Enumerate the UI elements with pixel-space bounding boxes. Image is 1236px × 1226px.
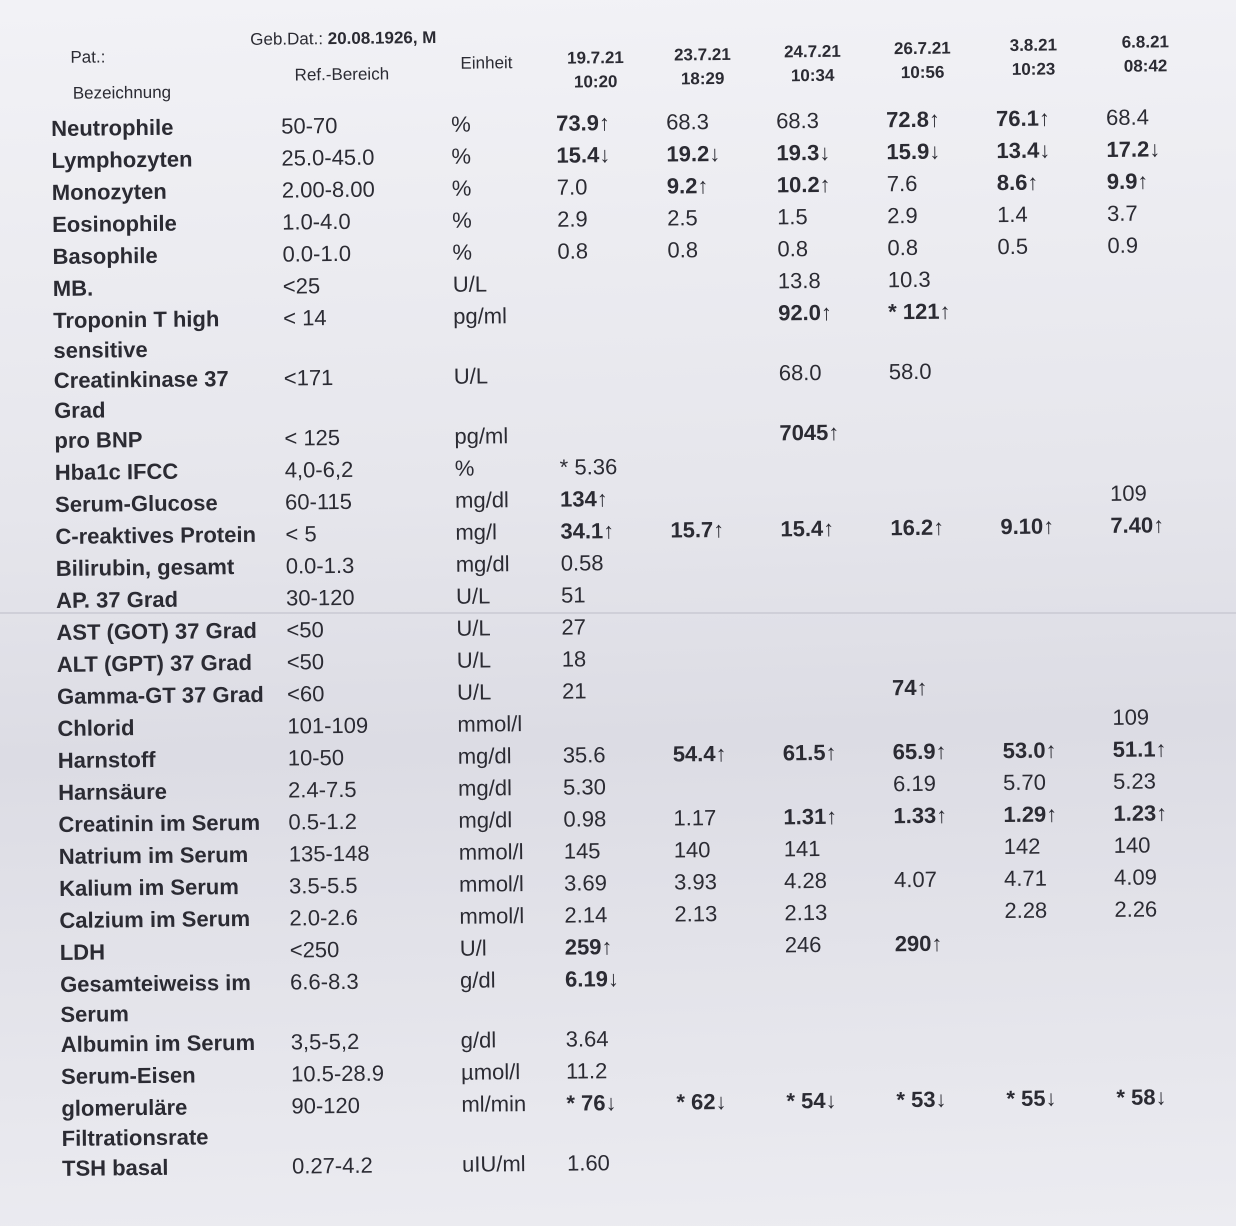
result-value (783, 769, 893, 770)
reference-range: 10.5-28.9 (290, 1060, 385, 1087)
result-value: 51 (560, 582, 586, 608)
result-value: 4.07 (893, 866, 938, 893)
result-value (1109, 414, 1219, 415)
result-value (1001, 575, 1111, 576)
test-name: Serum-Glucose (54, 490, 218, 517)
result-value: 2.9 (557, 206, 588, 232)
result-value: 3.69 (563, 870, 608, 896)
result-value: * 76↓ (566, 1090, 617, 1116)
result-value: 2.9 (886, 202, 918, 229)
time-value: 10:20 (573, 72, 618, 92)
result-value: 27 (561, 614, 587, 640)
result-value (781, 577, 891, 578)
unit: mg/dl (454, 487, 509, 513)
result-value: * 55↓ (1006, 1085, 1057, 1112)
unit: mg/dl (455, 551, 510, 577)
reference-range: 2.0-2.6 (289, 904, 359, 931)
result-value: 2.5 (666, 205, 698, 231)
result-value: 5.70 (1002, 769, 1047, 796)
result-value (1002, 639, 1112, 640)
time-value: 10:34 (790, 65, 835, 86)
result-value: 11.2 (565, 1058, 608, 1084)
result-value (785, 961, 895, 962)
test-name: C-reaktives Protein (55, 521, 257, 549)
unit: µmol/l (460, 1059, 521, 1085)
result-value (889, 416, 999, 417)
test-name: AP. 37 Grad (55, 586, 179, 613)
result-value: 53.0↑ (1002, 737, 1057, 764)
result-value (672, 642, 782, 643)
reference-range: 0.5-1.2 (288, 808, 358, 835)
lab-results-sheet (50, 6, 1232, 1186)
unit: mg/dl (457, 743, 512, 769)
result-value: 2.13 (674, 901, 718, 927)
result-value: * 54↓ (786, 1087, 837, 1114)
result-value (890, 448, 1000, 449)
result-value (675, 962, 785, 963)
result-value: 9.10↑ (1000, 513, 1055, 540)
test-name: Troponin T high sensitive (53, 306, 220, 363)
test-name: Serum-Eisen (60, 1062, 196, 1089)
reference-range: 2.4-7.5 (287, 776, 357, 803)
result-value (1115, 958, 1225, 959)
result-value (999, 415, 1109, 416)
result-value: 68.3 (775, 107, 820, 134)
result-value: 134↑ (559, 486, 608, 512)
report-header (50, 6, 1221, 114)
date-header (662, 43, 742, 92)
result-value (1000, 447, 1110, 448)
result-value (1005, 927, 1115, 928)
test-name: Kalium im Serum (58, 874, 239, 901)
result-value: 9.9↑ (1106, 168, 1149, 194)
result-value: * 121↑ (887, 298, 951, 325)
test-name: LDH (59, 939, 106, 965)
result-value (1111, 542, 1221, 543)
test-name: Harnstoff (57, 746, 156, 773)
result-value (676, 1022, 786, 1023)
result-value: 0.8 (667, 237, 699, 263)
reference-range: <60 (286, 681, 325, 707)
reference-range: 3,5-5,2 (290, 1028, 360, 1055)
test-name: Creatinin im Serum (58, 809, 261, 837)
result-value (896, 1020, 1006, 1021)
result-value (895, 960, 1005, 961)
test-name: Bilirubin, gesamt (55, 554, 235, 581)
result-value (780, 449, 890, 450)
birth-date-value: 20.08.1926, M (327, 27, 437, 49)
result-value: 58.0 (888, 358, 932, 385)
test-name: Gesamteiweiss im Serum (59, 969, 252, 1027)
result-value: 4.28 (783, 867, 828, 894)
result-value: 15.7↑ (670, 516, 725, 543)
result-value: 4.09 (1113, 864, 1158, 890)
result-value (786, 1053, 896, 1054)
result-value (562, 708, 672, 709)
result-value: 259↑ (564, 934, 613, 960)
result-value: 0.5 (997, 233, 1029, 260)
result-value (891, 608, 1001, 609)
unit: ml/min (461, 1091, 527, 1117)
column-header-name: Bezeichnung (72, 82, 172, 103)
reference-range: 135-148 (288, 840, 370, 867)
result-value: 7.0 (556, 174, 588, 200)
test-name: Creatinkinase 37 Grad (53, 366, 229, 423)
result-value: 21 (561, 678, 587, 704)
result-value (559, 420, 669, 421)
test-name: Calzium im Serum (59, 905, 251, 933)
unit: mmol/l (457, 711, 523, 737)
result-value: 246 (784, 931, 822, 958)
birth-date-label: Geb.Dat.: (250, 29, 328, 49)
result-value (671, 610, 781, 611)
result-value: 290↑ (894, 930, 943, 957)
result-value (1108, 294, 1218, 295)
reference-range: 3.5-5.5 (288, 872, 358, 899)
result-value (668, 266, 778, 267)
result-value (1007, 1143, 1117, 1144)
unit: pg/ml (454, 423, 509, 449)
result-value: 54.4↑ (672, 740, 727, 767)
result-value (672, 706, 782, 707)
reference-range: 10-50 (287, 744, 345, 771)
result-value: 1.33↑ (893, 802, 948, 829)
result-value (558, 300, 668, 301)
reference-range: 60-115 (284, 488, 353, 515)
result-value: 8.6↑ (996, 169, 1039, 196)
result-value (670, 450, 780, 451)
result-value: 140 (1113, 832, 1151, 858)
test-name: AST (GOT) 37 Grad (56, 617, 258, 645)
time-value: 10:56 (900, 62, 945, 83)
result-value: 10.2↑ (776, 171, 831, 198)
result-value: 2.13 (784, 899, 828, 926)
column-header-ref: Ref.-Bereich (294, 64, 390, 85)
result-value: 68.3 (665, 109, 710, 135)
unit: % (452, 239, 473, 265)
result-value (1000, 479, 1110, 480)
result-value: 65.9↑ (892, 738, 947, 765)
result-value: 142 (1003, 833, 1041, 860)
date-value: 24.7.21 (783, 41, 841, 62)
result-value (1110, 446, 1220, 447)
result-value (780, 481, 890, 482)
result-value: 7045↑ (779, 419, 840, 446)
result-value (1002, 703, 1112, 704)
reference-range: < 5 (285, 521, 317, 547)
result-value (1115, 926, 1225, 927)
test-name: Albumin im Serum (60, 1029, 256, 1057)
result-value: 0.8 (777, 236, 809, 262)
result-value: 61.5↑ (782, 739, 837, 766)
result-value (1112, 638, 1222, 639)
result-value: 19.3↓ (776, 139, 831, 166)
result-value: 6.19 (892, 770, 937, 797)
result-value: 1.4 (996, 201, 1028, 228)
date-header (772, 40, 852, 89)
result-value: 92.0↑ (777, 299, 833, 326)
result-value: 3.7 (1106, 200, 1138, 226)
result-value: 141 (783, 835, 821, 862)
result-value (677, 1146, 787, 1147)
time-value: 08:42 (1123, 56, 1168, 76)
result-value (891, 576, 1001, 577)
date-value: 3.8.21 (1009, 35, 1058, 55)
result-value: 35.6 (562, 742, 606, 768)
unit: mg/dl (457, 775, 513, 801)
result-value (1001, 607, 1111, 608)
result-value (1117, 1142, 1227, 1143)
result-value: 1.60 (566, 1150, 610, 1176)
date-value: 26.7.21 (893, 38, 951, 59)
result-value (782, 673, 892, 674)
results-table (51, 102, 1232, 1186)
result-value (897, 1144, 1007, 1145)
result-value (786, 1021, 896, 1022)
reference-range: 25.0-45.0 (281, 144, 375, 171)
result-value (781, 609, 891, 610)
result-value: 19.2↓ (666, 140, 721, 167)
result-value: 10.3 (887, 266, 931, 293)
reference-range: 90-120 (291, 1092, 361, 1119)
reference-range: <25 (282, 273, 321, 299)
result-value (671, 546, 781, 547)
test-name: Chlorid (57, 715, 135, 741)
result-value (670, 482, 780, 483)
result-value (894, 832, 1004, 833)
result-value (672, 674, 782, 675)
result-value: 68.0 (778, 359, 822, 386)
result-value: 2.28 (1004, 897, 1048, 924)
result-value (1111, 606, 1221, 607)
result-value: 7.6 (886, 170, 918, 197)
result-value: 1.31↑ (783, 803, 838, 830)
date-header (882, 36, 962, 85)
result-value (1109, 354, 1219, 355)
unit: U/L (456, 647, 492, 673)
result-value (892, 640, 1002, 641)
result-value: 2.26 (1114, 896, 1158, 922)
result-value (1006, 1019, 1116, 1020)
result-value: * 53↓ (896, 1086, 947, 1113)
unit: mmol/l (459, 903, 525, 929)
result-value: 0.9 (1107, 232, 1139, 258)
test-name: Hba1c IFCC (54, 458, 179, 485)
result-value (782, 641, 892, 642)
test-name: Basophile (52, 242, 158, 269)
result-value: 15.4↓ (556, 142, 611, 168)
unit: mmol/l (458, 871, 525, 897)
result-value: 2.14 (564, 902, 608, 928)
result-value (894, 896, 1004, 897)
result-value (1006, 1051, 1116, 1052)
result-value: 5.30 (562, 774, 607, 800)
test-name: Eosinophile (52, 210, 177, 237)
result-value: 17.2↓ (1106, 136, 1161, 162)
result-value: 1.29↑ (1003, 801, 1058, 828)
result-value (668, 298, 778, 299)
result-value: 34.1↑ (560, 518, 615, 544)
unit: U/l (459, 935, 487, 961)
unit: pg/ml (453, 303, 508, 329)
unit: mg/dl (458, 807, 513, 833)
reference-range: <50 (286, 649, 325, 675)
test-name: glomeruläre Filtrationsrate (61, 1094, 209, 1151)
result-value (1002, 671, 1112, 672)
result-value (558, 268, 668, 269)
test-name: Gamma-GT 37 Grad (56, 681, 264, 709)
result-value: 0.8 (557, 238, 589, 264)
birth-date (250, 28, 436, 50)
result-value: 18 (561, 646, 587, 672)
result-value: 15.9↓ (886, 138, 941, 165)
result-value (890, 480, 1000, 481)
reference-range: 0.27-4.2 (291, 1152, 373, 1179)
result-value: 6.19↓ (564, 966, 620, 992)
reference-range: 0.0-1.3 (285, 552, 355, 579)
result-value (782, 705, 892, 706)
result-value: 109 (1109, 480, 1147, 506)
result-value (892, 704, 1002, 705)
result-value (675, 930, 785, 931)
date-header (993, 33, 1073, 82)
test-name: Harnsäure (57, 778, 168, 805)
test-name: ALT (GPT) 37 Grad (56, 649, 253, 677)
result-value: 13.8 (777, 267, 821, 294)
unit: % (451, 143, 472, 169)
result-value (1116, 1018, 1226, 1019)
unit: % (454, 455, 475, 481)
result-value (999, 355, 1109, 356)
reference-range: <50 (286, 617, 324, 643)
result-value: 13.4↓ (996, 137, 1051, 164)
result-value (669, 358, 779, 359)
unit: mmol/l (458, 839, 524, 865)
result-value: 9.2↑ (666, 173, 709, 199)
test-name: Natrium im Serum (58, 841, 249, 869)
result-value: 140 (673, 837, 711, 863)
unit: g/dl (460, 1027, 497, 1053)
reference-range: 4,0-6,2 (284, 456, 354, 483)
result-value (998, 295, 1108, 296)
reference-range: 1.0-4.0 (282, 208, 351, 235)
column-header-unit: Einheit (460, 53, 513, 73)
result-value: 76.1↑ (995, 105, 1051, 132)
result-value: 0.58 (560, 550, 604, 576)
result-value: 0.98 (563, 806, 607, 832)
reference-range: < 125 (284, 424, 341, 451)
result-value (787, 1145, 897, 1146)
result-value: 7.40↑ (1110, 512, 1165, 538)
result-value (1116, 1050, 1226, 1051)
date-header (555, 46, 635, 95)
unit: U/L (456, 679, 492, 705)
result-value: 1.23↑ (1113, 800, 1168, 826)
reference-range: 50-70 (281, 112, 338, 139)
unit: U/L (453, 363, 489, 389)
unit: U/L (456, 615, 491, 641)
unit: % (451, 111, 471, 137)
unit: uIU/ml (461, 1151, 526, 1177)
result-value (671, 578, 781, 579)
reference-range: 101-109 (287, 712, 369, 739)
date-value: 23.7.21 (673, 44, 731, 65)
time-value: 18:29 (680, 68, 725, 89)
result-value: 15.4↑ (780, 515, 835, 542)
result-value: 5.23 (1112, 768, 1157, 794)
result-value: 51.1↑ (1112, 736, 1167, 762)
test-name: Lymphozyten (51, 146, 193, 173)
test-name: TSH basal (61, 1154, 169, 1181)
result-value (1005, 959, 1115, 960)
result-value: 145 (563, 838, 601, 864)
date-header (1105, 30, 1185, 79)
result-value: 0.8 (887, 234, 919, 261)
result-value: * 58↓ (1116, 1084, 1167, 1110)
unit: U/L (452, 271, 488, 297)
result-value (676, 1054, 786, 1055)
patient-label: Pat.: (70, 47, 106, 67)
unit: % (451, 175, 472, 201)
result-value (998, 263, 1108, 264)
reference-range: 0.0-1.0 (282, 240, 352, 267)
result-value: * 62↓ (676, 1088, 727, 1115)
result-value (1001, 543, 1111, 544)
result-value: 1.17 (673, 805, 717, 831)
test-name: MB. (52, 275, 94, 301)
unit: % (452, 207, 472, 233)
result-value: 72.8↑ (885, 106, 941, 133)
result-value: 3.64 (565, 1026, 609, 1052)
reference-range: 6.6-8.3 (289, 968, 359, 995)
test-name: Neutrophile (51, 114, 174, 141)
unit: g/dl (459, 967, 496, 993)
result-value (896, 1052, 1006, 1053)
date-value: 19.7.21 (566, 47, 624, 68)
result-value (781, 545, 891, 546)
test-name: Monozyten (51, 178, 167, 205)
result-value: 68.4 (1105, 104, 1150, 130)
date-value: 6.8.21 (1121, 32, 1170, 52)
result-value: 73.9↑ (555, 110, 611, 136)
reference-range: < 14 (283, 305, 327, 331)
unit: mg/l (455, 519, 498, 545)
result-value: 3.93 (673, 869, 718, 895)
result-value: 16.2↑ (890, 514, 945, 541)
result-value: 4.71 (1003, 865, 1048, 892)
reference-range: 2.00-8.00 (281, 176, 375, 203)
reference-range: 30-120 (285, 584, 355, 611)
time-value: 10:23 (1011, 59, 1056, 79)
result-value: 109 (1112, 704, 1150, 730)
reference-range: <171 (283, 365, 334, 391)
result-value (1112, 670, 1222, 671)
result-value (1108, 262, 1218, 263)
result-value: 74↑ (891, 674, 928, 701)
result-value (559, 360, 669, 361)
result-value (1111, 574, 1221, 575)
result-value (673, 770, 783, 771)
result-value (891, 544, 1001, 545)
test-name: pro BNP (54, 427, 143, 453)
result-value (669, 418, 779, 419)
unit: U/L (455, 583, 491, 609)
result-value: * 5.36 (559, 454, 618, 480)
result-value: 1.5 (776, 204, 808, 230)
reference-range: <250 (289, 937, 340, 963)
